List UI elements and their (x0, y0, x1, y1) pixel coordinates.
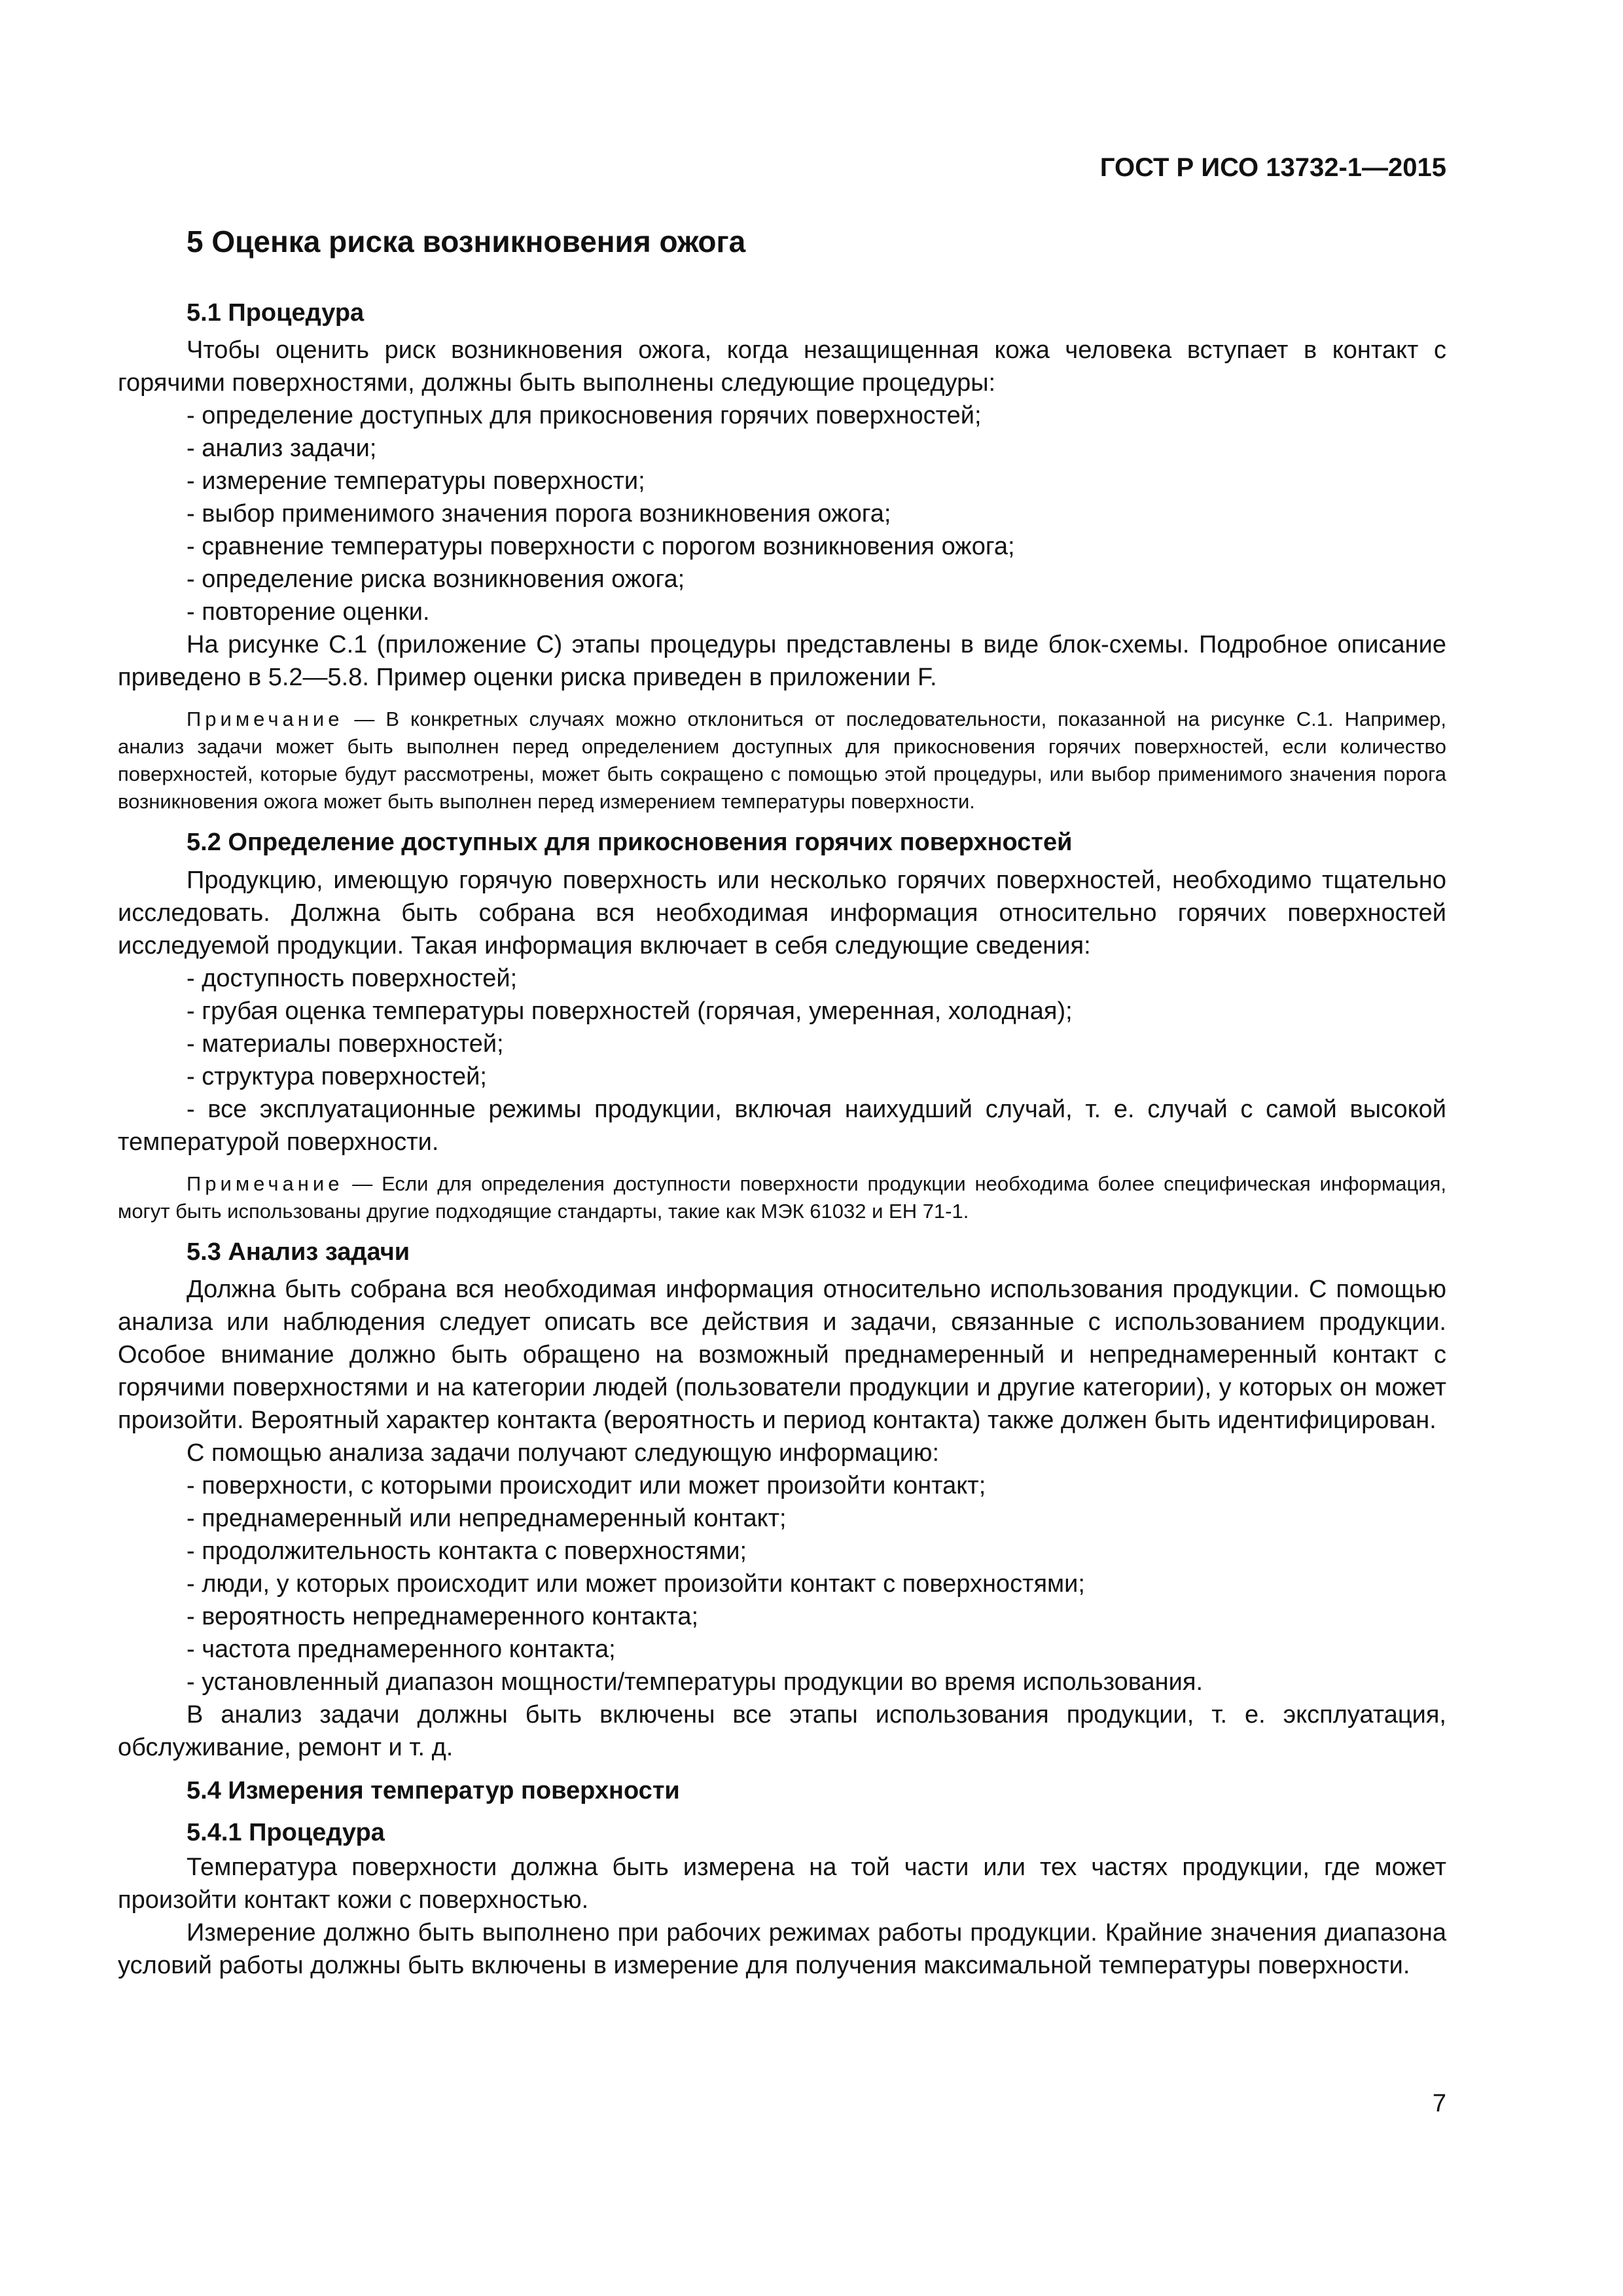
section-5-4-1-p1: Температура поверхности должна быть измерена на той части или тех частях продукции, где может произойти контакт кожи с поверхностью. (118, 1854, 1446, 1914)
note-text: — В конкретных случаях можно отклониться от последовательности, показанной на рисунке С.1. Например, анализ задачи может быть выполнен перед определением доступных для прикосновения горячих поверхностей, если количество поверхностей, которые будут рассмотрены, может быть сокращено с помощью этой процедуры, или выбор применимого значения порога возникновения ожога может быть выполнен перед измерением температуры поверхности. (118, 708, 1446, 814)
list-item: - продолжительность контакта с поверхностями; (187, 1537, 747, 1566)
list-item: - поверхности, с которыми происходит или может произойти контакт; (187, 1472, 986, 1500)
section-5-3-lead: С помощью анализа задачи получают следующую информацию: (187, 1439, 940, 1467)
list-item: - материалы поверхностей; (187, 1030, 504, 1058)
section-5-3-title: 5.3 Анализ задачи (187, 1238, 410, 1266)
list-item: - доступность поверхностей; (187, 964, 518, 992)
list-item: - люди, у которых происходит или может произойти контакт с поверхностями; (187, 1570, 1085, 1598)
list-item: - выбор применимого значения порога возникновения ожога; (187, 500, 891, 528)
list-item: - установленный диапазон мощности/температуры продукции во время использования. (187, 1668, 1204, 1696)
section-5-4-1-p2: Измерение должно быть выполнено при рабочих режимах работы продукции. Крайние значения диапазона условий работы должны быть включены в измерение для получения максимальной температуры поверхности. (118, 1919, 1446, 1980)
section-5-4-title: 5.4 Измерения температур поверхности (187, 1777, 680, 1805)
section-5-1-after: На рисунке С.1 (приложение С) этапы процедуры представлены в виде блок-схемы. Подробное описание приведено в 5.2—5.8. Пример оценки риска приведен в приложении F. (118, 631, 1446, 692)
list-item: - измерение температуры поверхности; (187, 467, 645, 495)
section-5-1-title: 5.1 Процедура (187, 298, 365, 327)
list-item: - определение риска возникновения ожога; (187, 565, 685, 594)
list-item: - структура поверхностей; (187, 1062, 487, 1090)
list-item: - определение доступных для прикосновения горячих поверхностей; (187, 402, 982, 430)
section-5-2-title: 5.2 Определение доступных для прикосновения горячих поверхностей (187, 829, 1073, 857)
note (118, 706, 1446, 816)
list-item: - сравнение температуры поверхности с порогом возникновения ожога; (187, 533, 1015, 561)
section-5-title: 5 Оценка риска возникновения ожога (187, 224, 746, 259)
list-item: - грубая оценка температуры поверхностей (горячая, умеренная, холодная); (187, 997, 1073, 1025)
note (118, 1170, 1446, 1225)
section-5-3-after: В анализ задачи должны быть включены все этапы использования продукции, т. е. эксплуатация, обслуживание, ремонт и т. д. (118, 1701, 1446, 1762)
standard-code: ГОСТ Р ИСО 13732-1—2015 (1099, 153, 1446, 182)
note-label: Примечание (187, 1172, 344, 1195)
note-label: Примечание (187, 708, 344, 731)
list-item: - частота преднамеренного контакта; (187, 1636, 616, 1664)
section-5-2-intro: Продукцию, имеющую горячую поверхность или несколько горячих поверхностей, необходимо тщательно исследовать. Должна быть собрана вся необходимая информация относительно горячих поверхностей исследуемой продукции. Такая информация включает в себя следующие сведения: (118, 866, 1446, 960)
list-item: - все эксплуатационные режимы продукции, включая наихудший случай, т. е. случай с самой высокой температурой поверхности. (118, 1095, 1446, 1156)
section-5-4-1-title: 5.4.1 Процедура (187, 1818, 385, 1846)
list-item: - преднамеренный или непреднамеренный контакт; (187, 1505, 787, 1533)
page-number: 7 (1432, 2090, 1446, 2117)
section-5-3-intro: Должна быть собрана вся необходимая информация относительно использования продукции. С помощью анализа или наблюдения следует описать все действия и задачи, связанные с использованием продукции. Особое внимание должно быть обращено на возможный преднамеренный и непреднамеренный контакт с горячими поверхностями и на категории людей (пользователи продукции и другие категории), у которых он может произойти. Вероятный характер контакта (вероятность и период контакта) также должен быть идентифицирован. (118, 1276, 1446, 1435)
list-item: - анализ задачи; (187, 435, 377, 463)
list-item: - вероятность непреднамеренного контакта; (187, 1603, 699, 1631)
section-5-1-intro: Чтобы оценить риск возникновения ожога, когда незащищенная кожа человека вступает в контакт с горячими поверхностями, должны быть выполнены следующие процедуры: (118, 336, 1446, 397)
note-text: — Если для определения доступности поверхности продукции необходима более специфическая информация, могут быть использованы другие подходящие стандарты, такие как МЭК 61032 и ЕН 71-1. (118, 1172, 1446, 1223)
list-item: - повторение оценки. (187, 598, 430, 626)
